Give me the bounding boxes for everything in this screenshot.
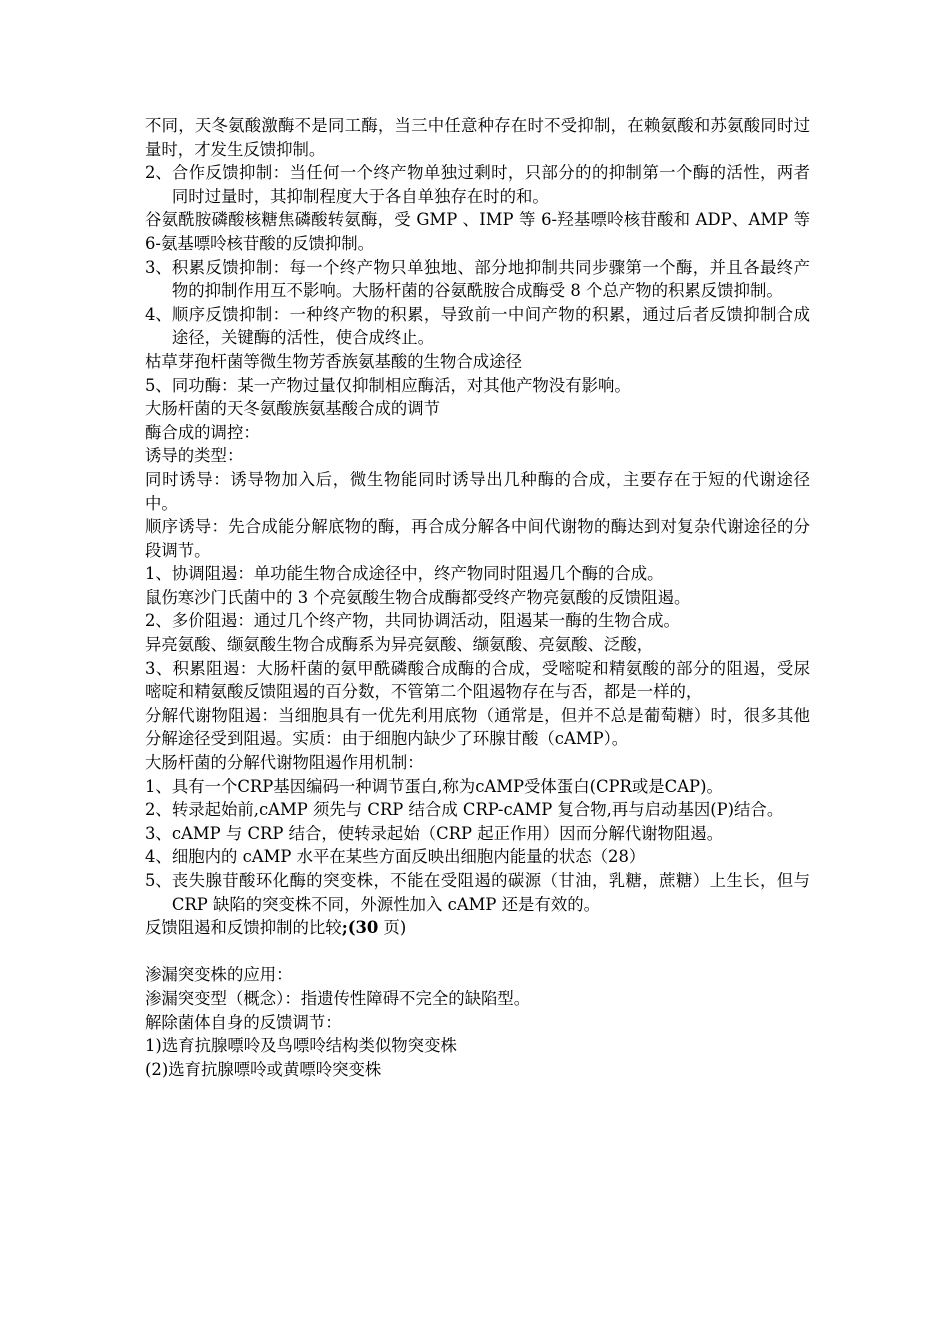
item-text: 同功酶：某一产物过量仅抑制相应酶活，对其他产物没有影响。: [171, 375, 631, 395]
numbered-item: [145, 775, 810, 799]
item-number: 4、: [145, 847, 172, 867]
paragraph: 谷氨酰胺磷酸核糖焦磷酸转氨酶，受 GMP 、IMP 等 6-羟基嘌呤核苷酸和 ADP、AMP 等 6-氨基嘌呤核苷酸的反馈抑制。: [145, 210, 810, 253]
paragraph: 1、协调阻遏：单功能生物合成途径中，终产物同时阻遏几个酶的合成。: [145, 564, 664, 584]
paragraph: 分解代谢物阻遏：当细胞具有一优先利用底物（通常是，但并不总是葡萄糖）时，很多其他分解途径受到阻遏。实质：由于细胞内缺少了环腺甘酸（cAMP）。: [145, 705, 810, 749]
paragraph: 1)选育抗腺嘌呤及鸟嘌呤结构类似物突变株: [145, 1036, 457, 1056]
item-text: 丧失腺苷酸环化酶的突变株，不能在受阻遏的碳源（甘油，乳糖，蔗糖）上生长，但与 CRP 缺陷的突变株不同，外源性加入 cAMP 还是有效的。: [171, 871, 810, 914]
paragraph: 鼠伤寒沙门氏菌中的 3 个亮氨酸生物合成酶都受终产物亮氨酸的反馈阻遏。: [145, 587, 691, 607]
item-number: 3、: [145, 257, 172, 277]
numbered-item: [145, 161, 810, 208]
comparison-line: [145, 916, 810, 940]
numbered-item: [145, 845, 810, 869]
item-text: 顺序反馈抑制：一种终产物的积累，导致前一中间产物的积累，通过后者反馈抑制合成途径，关键酶的活性，使合成终止。: [171, 304, 810, 348]
paragraph: 顺序诱导：先合成能分解底物的酶，再合成分解各中间代谢物的酶达到对复杂代谢途径的分段调节。: [145, 517, 810, 560]
item-number: 5、: [145, 375, 172, 395]
numbered-item: [145, 822, 810, 846]
numbered-item: [145, 374, 810, 398]
paragraph: 同时诱导：诱导物加入后，微生物能同时诱导出几种酶的合成，主要存在于短的代谢途径中。: [145, 469, 810, 513]
item-number: 2、: [145, 800, 172, 820]
comparison-text: 反馈阻遏和反馈抑制的比较: [145, 918, 342, 938]
section-heading: 诱导的类型：: [145, 446, 244, 466]
item-text: cAMP 与 CRP 结合，使转录起始（CRP 起正作用）因而分解代谢物阻遏。: [171, 823, 724, 843]
item-number: 3、: [145, 823, 172, 843]
paragraph: 渗漏突变型（概念）：指遗传性障碍不完全的缺陷型。: [145, 988, 531, 1008]
item-text: 转录起始前,cAMP 须先与 CRP 结合成 CRP-cAMP 复合物,再与启动基因(P)结合。: [171, 800, 784, 820]
paragraph: 3、积累阻遏：大肠杆菌的氨甲酰磷酸合成酶的合成，受嘧啶和精氨酸的部分的阻遏，受尿嘧啶和精氨酸反馈阻遏的百分数，不管第二个阻遏物存在与否，都是一样的，: [145, 658, 810, 702]
page-ref-tail: 页): [378, 918, 407, 938]
section-heading: 大肠杆菌的天冬氨酸族氨基酸合成的调节: [145, 399, 441, 419]
paragraph: 异亮氨酸、缬氨酸生物合成酶系为异亮氨酸、缬氨酸、亮氨酸、泛酸，: [145, 635, 654, 655]
numbered-item: [145, 256, 810, 303]
section-heading: 解除菌体自身的反馈调节：: [145, 1012, 342, 1032]
page-ref-bold: ;(30: [341, 918, 379, 938]
numbered-item: [145, 869, 810, 916]
paragraph: (2)选育抗腺嘌呤或黄嘌呤突变株: [145, 1059, 382, 1079]
item-text: 积累反馈抑制：每一个终产物只单独地、部分地抑制共同步骤第一个酶，并且各最终产物的抑制作用互不影响。大肠杆菌的谷氨酰胺合成酶受 8 个总产物的积累反馈抑制。: [171, 257, 810, 301]
paragraph: 不同，天冬氨酸激酶不是同工酶，当三中任意种存在时不受抑制，在赖氨酸和苏氨酸同时过量时，才发生反馈抑制。: [145, 116, 810, 159]
item-text: 细胞内的 cAMP 水平在某些方面反映出细胞内能量的状态（28）: [171, 847, 646, 867]
item-text: 具有一个CRP基因编码一种调节蛋白,称为cAMP受体蛋白(CPR或是CAP)。: [171, 776, 723, 796]
section-heading: 渗漏突变株的应用：: [145, 965, 293, 985]
item-number: 1、: [145, 776, 172, 796]
section-heading: 酶合成的调控：: [145, 422, 260, 442]
paragraph: 2、多价阻遏：通过几个终产物，共同协调活动，阻遏某一酶的生物合成。: [145, 611, 680, 631]
document-body: [145, 114, 810, 1081]
numbered-item: [145, 798, 810, 822]
item-text: 合作反馈抑制：当任何一个终产物单独过剩时，只部分的的抑制第一个酶的活性，两者同时过量时，其抑制程度大于各自单独存在时的和。: [171, 163, 810, 206]
paragraph: 枯草芽孢杆菌等微生物芳香族氨基酸的生物合成途径: [145, 351, 522, 371]
item-number: 2、: [145, 163, 172, 183]
blank-line: [145, 940, 810, 964]
section-heading: 大肠杆菌的分解代谢物阻遏作用机制：: [145, 753, 424, 773]
item-number: 5、: [145, 871, 172, 890]
numbered-item: [145, 303, 810, 350]
item-number: 4、: [145, 304, 172, 324]
